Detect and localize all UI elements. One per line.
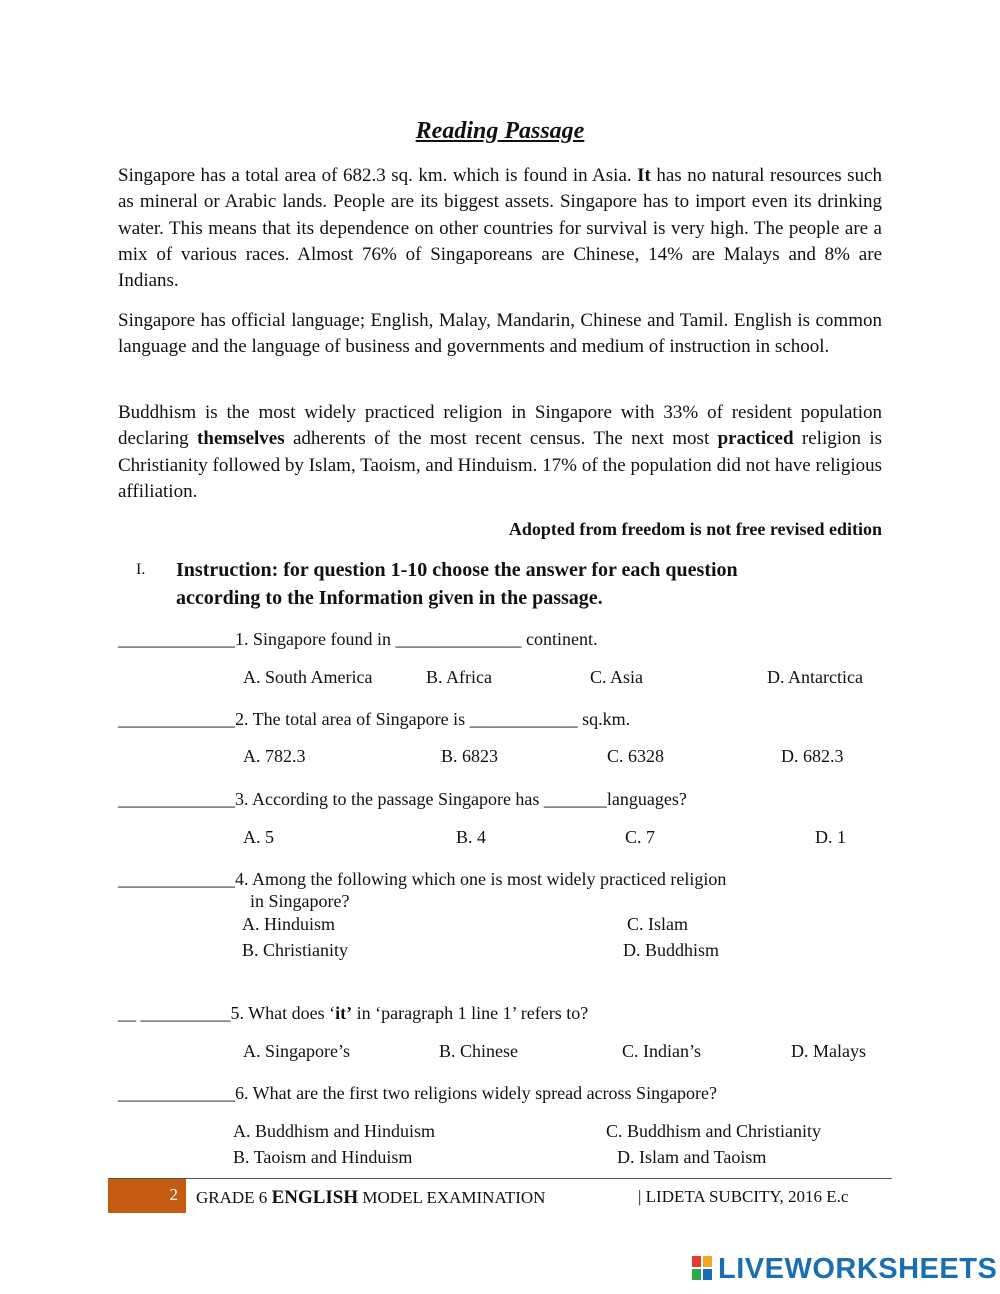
p1-text-c: has no natural resources such as mineral or Arabic lands. People are its biggest assets. Singapore has to import even its drinking water. This means that its dependence on other countries for survival is very high. The people are a mix of various races. Almost 76% of Singaporeans are Chinese, 14% are Malays and 8% are Indians. [118,165,883,292]
q6-option-c[interactable]: C. Buddhism and Christianity [606,1121,822,1141]
q5-option-a[interactable]: A. Singapore’s [243,1041,350,1061]
q1-option-d[interactable]: D. Antarctica [767,667,863,687]
q5-text-c: in ‘paragraph 1 line 1’ refers to? [352,1003,589,1023]
p1-text-a: Singapore has a total area of 682.3 sq. km. which is found in Asia. [118,165,632,186]
p3-text-a: Buddhism is the most widely practiced religion in Singapore with 33% of resident population declaring [118,402,882,450]
footer-exam-title [196,1187,545,1209]
page-number: 2 [169,1185,178,1204]
p3-text-e: religion is Christianity followed by Islam, Taoism, and Hinduism. 17% of the population did not have religious affiliation. [118,428,883,502]
question-4[interactable]: _____________4. Among the following which one is most widely practiced religion [118,869,727,889]
footer-divider [108,1178,892,1179]
q3-option-a[interactable]: A. 5 [243,827,274,847]
footer-location: | LIDETA SUBCITY, 2016 E.c [638,1187,849,1206]
question-6[interactable]: _____________6. What are the first two religions widely spread across Singapore? [118,1083,718,1103]
p3-bold-themselves: themselves [197,428,285,450]
page-number-box [108,1179,186,1213]
q5-bold-it: it’ [335,1003,353,1023]
page-title: Reading Passage [415,118,585,144]
q2-option-d[interactable]: D. 682.3 [781,746,844,766]
passage-paragraph-2: Singapore has official language; English, Malay, Mandarin, Chinese and Tamil. English is common language and the language of business and governments and medium of instruction in school. [118,310,882,358]
passage-paragraph-1 [118,163,882,294]
q2-option-a[interactable]: A. 782.3 [243,746,306,766]
liveworksheets-logo [692,1252,997,1286]
footer-grade: GRADE 6 [196,1188,268,1207]
q6-option-d[interactable]: D. Islam and Taoism [617,1147,767,1167]
footer-exam: MODEL EXAMINATION [362,1188,546,1207]
q3-option-d[interactable]: D. 1 [815,827,846,847]
instruction-number: I. [136,561,146,578]
q6-option-b[interactable]: B. Taoism and Hinduism [233,1147,413,1167]
q3-option-b[interactable]: B. 4 [456,827,487,847]
q2-option-c[interactable]: C. 6328 [607,746,665,766]
q1-option-b[interactable]: B. Africa [426,667,492,687]
q5-option-d[interactable]: D. Malays [791,1041,866,1061]
p3-text-c: adherents of the most recent census. The next most [293,428,710,450]
question-3[interactable]: _____________3. According to the passage Singapore has _______languages? [118,789,687,809]
p1-bold-it: It [637,165,651,186]
question-5[interactable] [118,1003,588,1024]
q5-text-a: __ __________5. What does ‘ [118,1003,336,1023]
passage-paragraph-3 [118,400,882,505]
passage-source: Adopted from freedom is not free revised edition [508,519,882,539]
liveworksheets-logo-icon [692,1256,714,1282]
q1-option-a[interactable]: A. South America [243,667,373,687]
q6-option-a[interactable]: A. Buddhism and Hinduism [233,1121,436,1141]
q5-option-b[interactable]: B. Chinese [439,1041,518,1061]
p3-bold-practiced: practiced [717,428,794,450]
instruction-line-2: according to the Information given in the passage. [176,587,603,609]
liveworksheets-logo-text: LIVEWORKSHEETS [718,1252,998,1285]
instruction [176,556,816,612]
question-2[interactable]: _____________2. The total area of Singapore is ____________ sq.km. [118,709,631,729]
question-1[interactable]: _____________1. Singapore found in ______________ continent. [118,629,598,649]
footer-subject: ENGLISH [271,1187,359,1208]
q4-option-c[interactable]: C. Islam [627,914,688,934]
q4-option-d[interactable]: D. Buddhism [623,940,720,960]
q2-option-b[interactable]: B. 6823 [441,746,499,766]
q4-option-a[interactable]: A. Hinduism [242,914,336,934]
question-4-line-2: in Singapore? [250,891,350,911]
q4-option-b[interactable]: B. Christianity [242,940,349,960]
q3-option-c[interactable]: C. 7 [625,827,656,847]
instruction-line-1: Instruction: for question 1-10 choose the answer for each question [176,559,738,581]
q5-option-c[interactable]: C. Indian’s [622,1041,701,1061]
q1-option-c[interactable]: C. Asia [590,667,644,687]
